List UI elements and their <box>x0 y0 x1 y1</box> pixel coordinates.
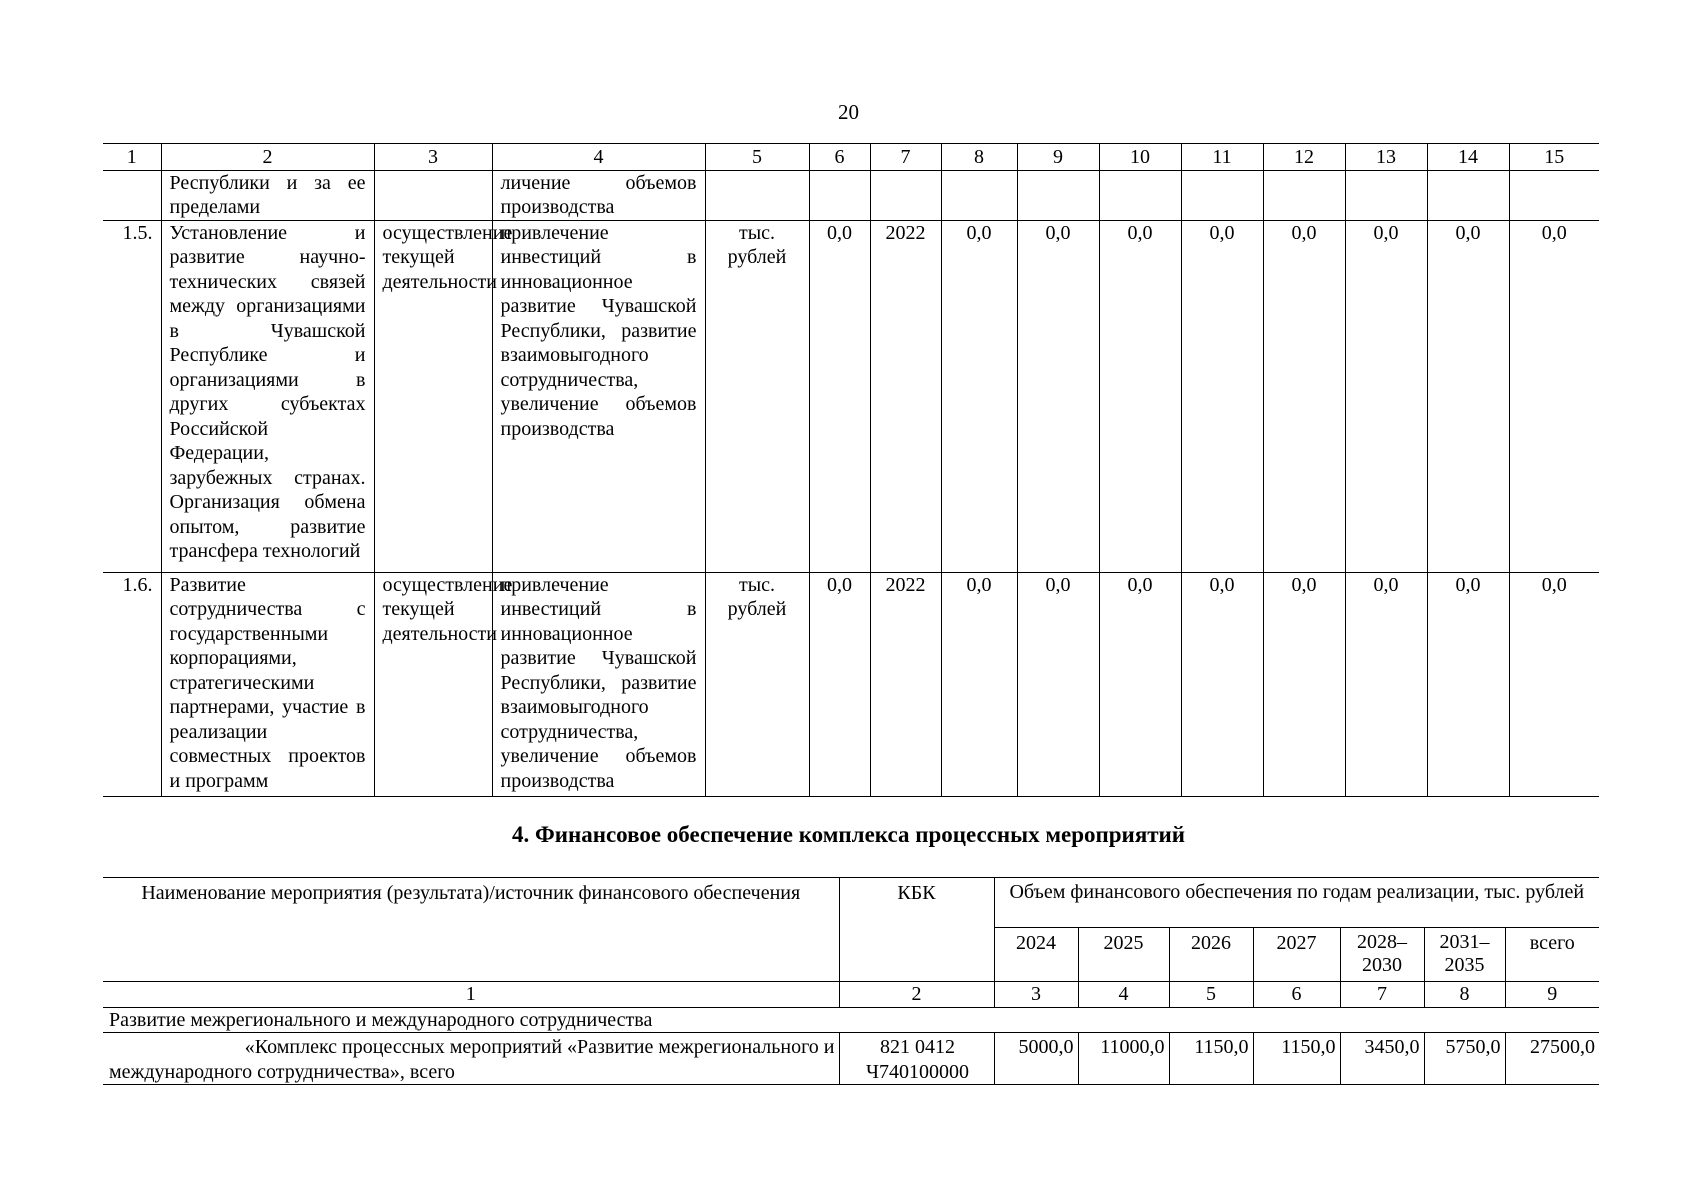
col-number: 3 <box>994 982 1078 1008</box>
value: 0,0 <box>1181 572 1263 796</box>
value-total: 27500,0 <box>1505 1033 1599 1085</box>
col-num-7: 7 <box>870 144 941 171</box>
activity-type: осуществление текущей деятельности <box>374 220 492 572</box>
table-row <box>103 220 1599 572</box>
value: 0,0 <box>1345 220 1427 572</box>
finance-numbers-row <box>103 982 1599 1008</box>
col-num-11: 11 <box>1181 144 1263 171</box>
activity-result: привлечение инвестиций в инновационное развитие Чувашской Республики, развитие взаимовыгодного сотрудничества, увеличение объемов производства <box>492 572 705 796</box>
year-2027: 2027 <box>1253 928 1340 982</box>
value-2027: 1150,0 <box>1253 1033 1340 1085</box>
col-name-header: Наименование мероприятия (результата)/источник финансового обеспечения <box>103 878 839 982</box>
row-number: 1.6. <box>122 573 153 596</box>
col-num-8: 8 <box>941 144 1017 171</box>
activity-name: Развитие сотрудничества с государственными корпорациями, стратегическими партнерами, участие в реализации совместных проектов и программ <box>161 572 374 796</box>
table-row <box>103 1033 1599 1085</box>
base-year: 2022 <box>870 572 941 796</box>
col-number: 9 <box>1505 982 1599 1008</box>
col-kbk-header: КБК <box>839 878 994 982</box>
value: 0,0 <box>1427 220 1509 572</box>
value: 0,0 <box>941 572 1017 796</box>
col-num-13: 13 <box>1345 144 1427 171</box>
col-num-9: 9 <box>1017 144 1099 171</box>
group-title: Развитие межрегионального и международного сотрудничества <box>103 1007 1599 1033</box>
col-num-4: 4 <box>492 144 705 171</box>
activity-result: личение объемов производства <box>492 170 705 220</box>
value-2031-2035: 5750,0 <box>1424 1033 1505 1085</box>
year-2031-2035: 2031–2035 <box>1424 928 1505 982</box>
section-title: 4. Финансовое обеспечение комплекса процессных мероприятий <box>511 822 1186 847</box>
column-numbers-row <box>103 144 1599 171</box>
col-num-2: 2 <box>161 144 374 171</box>
activity-result: привлечение инвестиций в инновационное развитие Чувашской Республики, развитие взаимовыгодного сотрудничества, увеличение объемов производства <box>492 220 705 572</box>
col-num-1: 1 <box>103 144 161 171</box>
year-2026: 2026 <box>1169 928 1253 982</box>
value-2025: 11000,0 <box>1078 1033 1169 1085</box>
col-num-10: 10 <box>1099 144 1181 171</box>
value: 0,0 <box>941 220 1017 572</box>
value-2028-2030: 3450,0 <box>1340 1033 1424 1085</box>
value: 0,0 <box>1263 572 1345 796</box>
col-number: 2 <box>839 982 994 1008</box>
activities-table <box>103 143 1599 797</box>
group-title-row <box>103 1007 1599 1033</box>
page-number: 20 <box>838 100 859 124</box>
finance-table <box>103 877 1599 1085</box>
value: 0,0 <box>1263 220 1345 572</box>
table-row <box>103 572 1599 796</box>
col-number: 7 <box>1340 982 1424 1008</box>
year-2024: 2024 <box>994 928 1078 982</box>
col-number: 4 <box>1078 982 1169 1008</box>
value-2026: 1150,0 <box>1169 1033 1253 1085</box>
unit: тыс. рублей <box>705 220 809 572</box>
finance-item-name: «Комплекс процессных мероприятий «Развитие межрегионального и международного сотрудничества», всего <box>109 1036 835 1083</box>
value: 0,0 <box>1017 220 1099 572</box>
col-number: 8 <box>1424 982 1505 1008</box>
kbk-code: 821 0412 Ч740100000 <box>839 1033 994 1085</box>
value: 0,0 <box>1427 572 1509 796</box>
year-2028-2030: 2028–2030 <box>1340 928 1424 982</box>
finance-header-row <box>103 878 1599 928</box>
col-num-12: 12 <box>1263 144 1345 171</box>
base-value: 0,0 <box>809 572 870 796</box>
activity-name: Республики и за ее пределами <box>161 170 374 220</box>
base-year: 2022 <box>870 220 941 572</box>
value: 0,0 <box>1181 220 1263 572</box>
value: 0,0 <box>1509 572 1599 796</box>
col-number: 5 <box>1169 982 1253 1008</box>
activity-name: Установление и развитие научно-технических связей между организациями в Чувашской Республике и организациями в других субъектах Российской Федерации, зарубежных странах. Организация обмена опытом, развитие трансфера технологий <box>161 220 374 572</box>
col-number: 1 <box>103 982 839 1008</box>
unit: тыс. рублей <box>705 572 809 796</box>
value: 0,0 <box>1017 572 1099 796</box>
value: 0,0 <box>1509 220 1599 572</box>
col-num-5: 5 <box>705 144 809 171</box>
col-num-15: 15 <box>1509 144 1599 171</box>
col-num-14: 14 <box>1427 144 1509 171</box>
col-volume-header: Объем финансового обеспечения по годам реализации, тыс. рублей <box>994 878 1599 928</box>
col-num-6: 6 <box>809 144 870 171</box>
year-2025: 2025 <box>1078 928 1169 982</box>
continuation-row <box>103 170 1599 220</box>
value: 0,0 <box>1099 220 1181 572</box>
value: 0,0 <box>1345 572 1427 796</box>
value-2024: 5000,0 <box>994 1033 1078 1085</box>
col-number: 6 <box>1253 982 1340 1008</box>
value: 0,0 <box>1099 572 1181 796</box>
year-total: всего <box>1505 928 1599 982</box>
base-value: 0,0 <box>809 220 870 572</box>
activity-type: осуществление текущей деятельности <box>374 572 492 796</box>
col-num-3: 3 <box>374 144 492 171</box>
row-number: 1.5. <box>103 220 161 572</box>
